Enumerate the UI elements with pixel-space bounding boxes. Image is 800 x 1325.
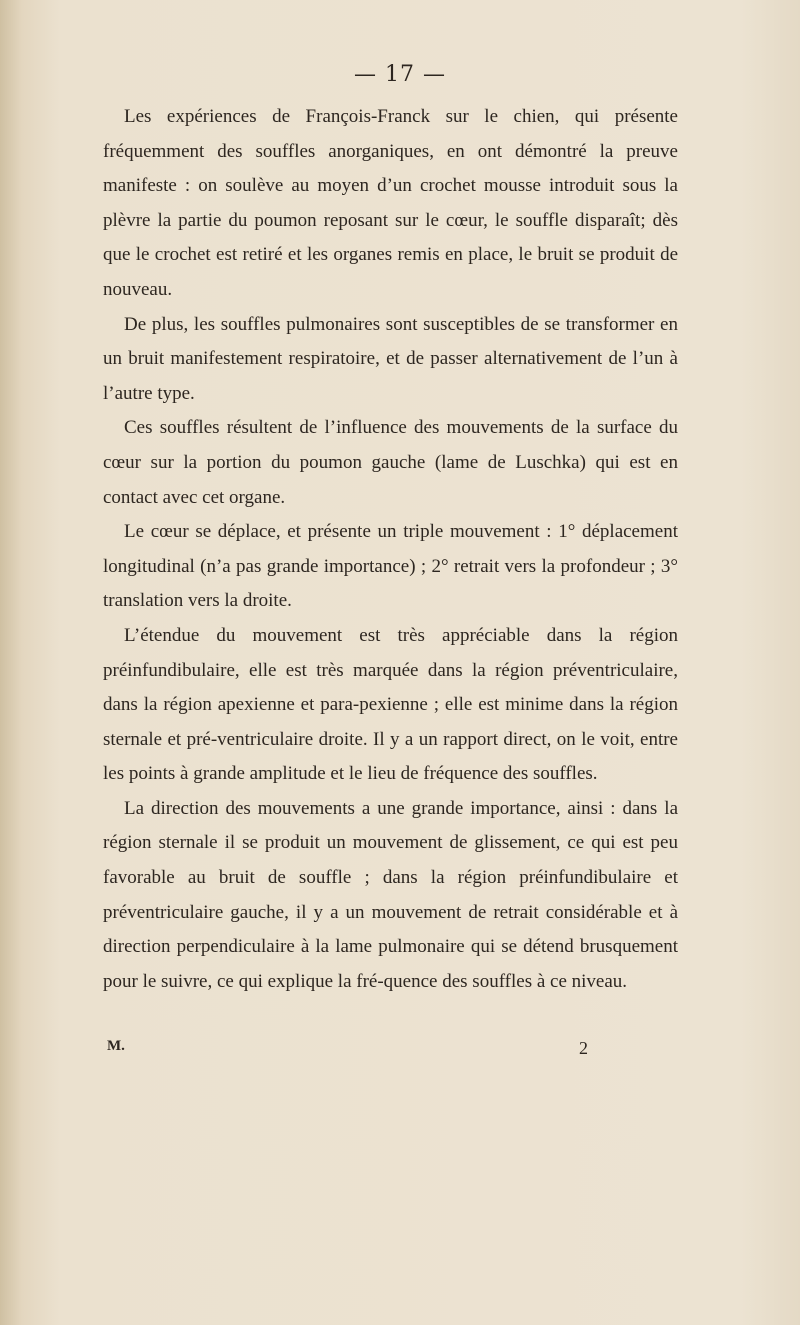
- page-number: — 17 —: [354, 62, 446, 87]
- paragraph-5: L’étendue du mouvement est très appréciable dans la région préinfundibulaire, elle est très marquée dans la région préventriculaire, dans la région apexienne et para-pexienne ; elle est minime dans la région sternale et pré-ventriculaire droite. Il y a un rapport direct, on le voit, entre les points à grande amplitude et le lieu de fréquence des souffles.: [103, 624, 678, 785]
- signature-mark: M.: [107, 1038, 125, 1054]
- page-footer: [103, 1038, 678, 1059]
- paragraph-3: Ces souffles résultent de l’influence des mouvements de la surface du cœur sur la portion du poumon gauche (lame de Luschka) qui est en contact avec cet organe.: [103, 417, 678, 508]
- paragraph-1: Les expériences de François-Franck sur le chien, qui présente fréquemment des souffles anorganiques, en ont démontré la preuve manifeste : on soulève au moyen d’un crochet mousse introduit sous la plèvre la partie du poumon reposant sur le cœur, le souffle disparaît; dès que le crochet est retiré et les organes remis en place, le bruit se produit de nouveau.: [103, 106, 678, 300]
- paragraph-4: Le cœur se déplace, et présente un triple mouvement : 1° déplacement longitudinal (n’a pas grande importance) ; 2° retrait vers la profondeur ; 3° translation vers la droite.: [103, 521, 678, 612]
- paragraph-2: De plus, les souffles pulmonaires sont susceptibles de se transformer en un bruit manifestement respiratoire, et de passer alternativement de l’un à l’autre type.: [103, 313, 678, 404]
- sheet-number: 2: [579, 1038, 588, 1058]
- paragraph-6: La direction des mouvements a une grande importance, ainsi : dans la région sternale il se produit un mouvement de glissement, ce qui est peu favorable au bruit de souffle ; dans la région préinfundibulaire et préventriculaire gauche, il y a un mouvement de retrait considérable et à direction perpendiculaire à la lame pulmonaire qui se détend brusquement pour le suivre, ce qui explique la fré-quence des souffles à ce niveau.: [103, 797, 678, 992]
- body-text: [103, 100, 678, 999]
